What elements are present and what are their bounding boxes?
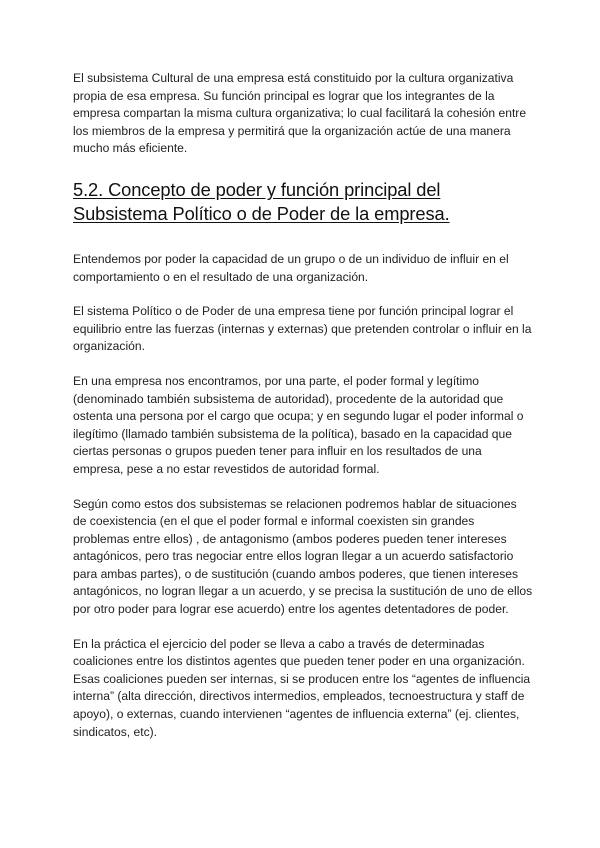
paragraph-formal-informal-power: En una empresa nos encontramos, por una parte, el poder formal y legítimo (denominado también subsistema de autoridad), procedente de la autoridad que ostenta una persona por el cargo que ocupa; y en segundo lugar el poder informal o ilegítimo (llamado también subsistema de la política), basado en la capacidad que ciertas personas o grupos pueden tener para influir en los resultados de una empresa, pese a no estar revestidos de autoridad formal.	[73, 373, 524, 476]
section-heading: 5.2. Concepto de poder y función principal del Subsistema Político o de Poder de la empresa.	[73, 178, 450, 225]
paragraph-definition: Entendemos por poder la capacidad de un grupo o de un individuo de influir en el comportamiento o en el resultado de una organización.	[73, 251, 509, 284]
paragraph-coalitions: En la práctica el ejercicio del poder se lleva a cabo a través de determinadas coaliciones entre los distintos agentes que pueden tener poder en una organización. Esas coaliciones pueden ser internas, si se producen entre los “agentes de influencia interna” (alta dirección, directivos intermedios, empleados, tecnoestructura y staff de apoyo), o externas, cuando intervienen “agentes de influencia externa” (ej. clientes, sindicatos, etc).	[73, 636, 531, 739]
paragraph-political-system: El sistema Político o de Poder de una empresa tiene por función principal lograr el equilibrio entre las fuerzas (internas y externas) que pretenden controlar o influir en la organización.	[73, 304, 532, 354]
paragraph-subsystem-relations: Según como estos dos subsistemas se relacionen podremos hablar de situaciones de coexistencia (en el que el poder formal e informal coexisten sin grandes problemas entre ellos) , de antagonismo (ambos poderes pueden tener intereses antagónicos, pero tras negociar entre ellos logran llegar a un acuerdo satisfactorio para ambas partes), o de sustitución (cuando ambos poderes, que tienen intereses antagónicos, no logran llegar a un acuerdo, y se precisa la sustitución de uno de ellos por otro poder para lograr ese acuerdo) entre los agentes detentadores de poder.	[73, 496, 533, 617]
document-page	[73, 70, 533, 741]
intro-paragraph: El subsistema Cultural de una empresa está constituido por la cultura organizativa propia de esa empresa. Su función principal es lograr que los integrantes de la empresa compartan la misma cultura organizativa; lo cual facilitará la cohesión entre los miembros de la empresa y permitirá que la organización actúe de una manera mucho más eficiente.	[73, 71, 527, 156]
